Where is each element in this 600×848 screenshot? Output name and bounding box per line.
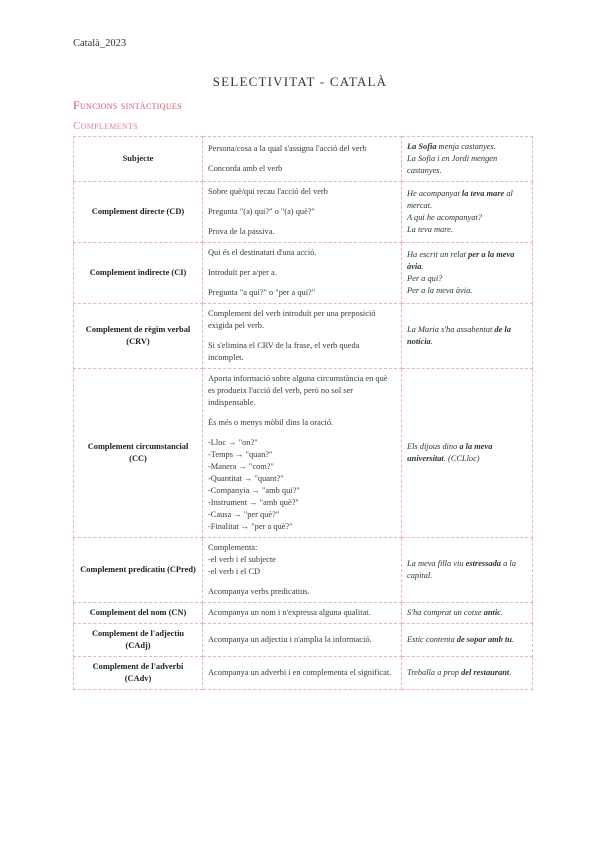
table-row (74, 304, 533, 369)
complement-description (203, 538, 402, 603)
example-text: a la capital. (407, 559, 516, 580)
example-text: Estic contenta (407, 635, 457, 644)
complement-example (402, 603, 533, 624)
complement-name: Complement de règim verbal (CRV) (74, 304, 203, 369)
example-text: . (511, 635, 515, 644)
example-text: . (500, 608, 503, 617)
complement-name: Complement de l'adverbi (CAdv) (74, 657, 203, 690)
example-highlight: del restaurant (461, 668, 510, 677)
example-highlight: la teva mare (461, 189, 505, 198)
complement-example (402, 657, 533, 690)
description-paragraph: Si s'elimina el CRV de la frase, el verb queda incomplet. (208, 341, 360, 362)
complement-name: Complement indirecte (CI) (74, 243, 203, 304)
description-paragraph: Pregunta "(a) qui?" o "(a) què?" (208, 207, 315, 216)
table-row (74, 657, 533, 690)
complement-name: Complement de l'adjectiu (CAdj) (74, 624, 203, 657)
section-heading: Funcions sintàctiques (73, 98, 182, 112)
complement-example (402, 624, 533, 657)
example-line (407, 153, 527, 177)
description-paragraph: Concorda amb el verb (208, 164, 283, 173)
description-paragraph: Acompanya un adverbi i en complementa el significat. (208, 668, 392, 677)
complement-example (402, 182, 533, 243)
description-paragraph: Sobre què/qui recau l'acció del verb (208, 187, 328, 196)
description-paragraph: Persona/cosa a la qual s'assigna l'acció del verb (208, 144, 367, 153)
complement-example (402, 538, 533, 603)
complement-example (402, 137, 533, 182)
complement-description (203, 137, 402, 182)
example-text: al mercat. (407, 189, 513, 210)
example-highlight: antic (483, 608, 501, 617)
example-highlight: de sopar amb tu (456, 635, 512, 644)
table-row (74, 624, 533, 657)
complements-table (73, 136, 533, 690)
example-highlight: de la notícia (407, 325, 511, 346)
description-paragraph: Introduït per a/per a. (208, 268, 277, 277)
complement-example (402, 369, 533, 538)
example-text: La teva mare. (407, 225, 453, 234)
complement-name: Subjecte (74, 137, 203, 182)
example-line (407, 224, 527, 236)
example-line (407, 634, 527, 646)
example-line (407, 558, 527, 582)
complement-description (203, 182, 402, 243)
example-text: Ha escrit un relat (407, 250, 469, 259)
complement-name: Complement circumstancial (CC) (74, 369, 203, 538)
example-text: La Sofia i en Jordi mengen castanyes. (407, 154, 498, 175)
example-text: menja castanyes. (436, 142, 496, 151)
complement-description (203, 304, 402, 369)
example-text: A qui he acompanyat? (407, 213, 482, 222)
description-paragraph: Pregunta "a qui?" o "per a qui?" (208, 288, 316, 297)
example-line (407, 441, 527, 465)
description-paragraph: Acompanya verbs predicatius. (208, 587, 310, 596)
example-text: Els dijous dino (407, 442, 460, 451)
complement-example (402, 304, 533, 369)
example-line (407, 667, 527, 679)
complement-name: Complement del nom (CN) (74, 603, 203, 624)
page-title: SELECTIVITAT - CATALÀ (212, 74, 388, 89)
example-highlight: estressada (465, 559, 501, 568)
description-paragraph: Aporta informació sobre alguna circumstància en què es produeix l'acció del verb, però no sol ser indispensable. (208, 374, 388, 407)
complement-description (203, 657, 402, 690)
example-text: La meva filla viu (407, 559, 466, 568)
example-line (407, 249, 527, 273)
complement-description (203, 369, 402, 538)
example-text: Per a la meva àvia. (407, 286, 473, 295)
complement-description (203, 243, 402, 304)
description-paragraph: És més o menys mòbil dins la oració. (208, 418, 334, 427)
example-line (407, 141, 527, 153)
table-row (74, 603, 533, 624)
complement-example (402, 243, 533, 304)
subsection-heading: Complements (73, 120, 138, 132)
example-line (407, 188, 527, 212)
table-row (74, 243, 533, 304)
description-paragraph: Prova de la passiva. (208, 227, 275, 236)
table-row (74, 137, 533, 182)
example-text: . (421, 262, 424, 271)
example-text: . (509, 668, 512, 677)
example-line (407, 324, 527, 348)
complement-description (203, 603, 402, 624)
table-row (74, 182, 533, 243)
example-text: S'ha comprat un cotxe (407, 608, 484, 617)
example-text: La Maria s'ha assabentat (407, 325, 495, 334)
example-line (407, 273, 527, 285)
example-line (407, 212, 527, 224)
example-highlight: a la meva universitat (407, 442, 493, 463)
example-text: . (430, 337, 433, 346)
example-line (407, 607, 527, 619)
example-highlight: La Sofia (407, 142, 437, 151)
description-paragraph: -Lloc → "on?" -Temps → "quan?" -Manera → "com?" -Quantitat → "quant?" -Companyia → "amb qui?" -Instrument → "amb què?" -Causa → "per què?" -Finalitat → "per a què?" (208, 438, 300, 531)
description-paragraph: Acompanya un adjectiu i n'amplia la informació. (208, 635, 372, 644)
document-header: Català_2023 (73, 38, 127, 49)
example-line (407, 285, 527, 297)
description-paragraph: Complement del verb introduït per una preposició exigida pel verb. (208, 309, 376, 330)
example-text: He acompanyat (407, 189, 462, 198)
table-row (74, 538, 533, 603)
complement-name: Complement directe (CD) (74, 182, 203, 243)
description-paragraph: Complementa: -el verb i el subjecte -el verb i el CD (208, 543, 276, 576)
complement-description (203, 624, 402, 657)
example-text: Treballa a prop (407, 668, 462, 677)
table-row (74, 369, 533, 538)
example-text: . (CCLloc) (443, 454, 480, 463)
description-paragraph: Acompanya un nom i n'expressa alguna qualitat. (208, 608, 371, 617)
example-text: Per a qui? (407, 274, 443, 283)
example-highlight: per a la meva àvia (407, 250, 515, 271)
description-paragraph: Qui és el destinatari d'una acció. (208, 248, 317, 257)
complement-name: Complement predicatiu (CPred) (74, 538, 203, 603)
